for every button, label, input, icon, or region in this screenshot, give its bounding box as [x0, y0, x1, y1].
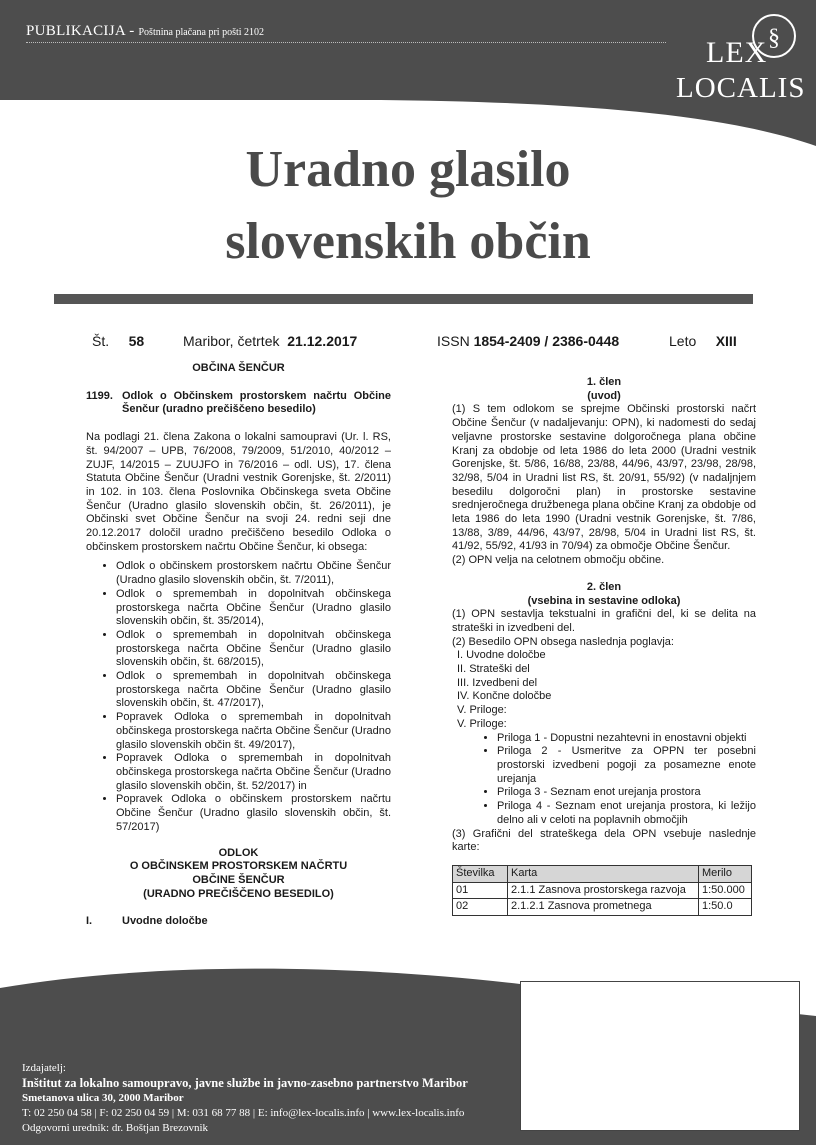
journal-title-line1: Uradno glasilo: [245, 141, 571, 198]
odlok-heading: [86, 847, 391, 902]
table-header-row: [453, 865, 752, 882]
annex-item: • Priloga 4 - Seznam enot urejanja prostora, ki ležijo delno ali v celoti na poplavnih območjih: [497, 800, 756, 827]
article1-subtitle: (uvod): [587, 389, 621, 402]
section-heading: [86, 915, 391, 929]
publisher-label: Izdajatelj:: [22, 1062, 66, 1074]
annex-item: • Priloga 2 - Usmeritve za OPPN ter posebni prostorski izvedbeni pogoji za posamezne enote urejanja: [497, 745, 756, 786]
left-column: [86, 362, 391, 929]
article2-title: 2. člen: [586, 580, 622, 593]
issue-number-value: 58: [128, 333, 145, 349]
chapter-item: III. Izvedbeni del: [457, 676, 538, 689]
odlok-heading-line4: (URADNO PREČIŠČENO BESEDILO): [143, 887, 334, 900]
table-cell: 1:50.000: [699, 882, 752, 899]
article2-subtitle: (vsebina in sestavine odloka): [527, 594, 681, 607]
issue-place: Maribor, četrtek: [183, 333, 280, 349]
list-item: • Odlok o spremembah in dopolnitvah občinskega prostorskega načrta Občine Šenčur (Uradno glasilo slovenskih občin, št. 35/2014),: [116, 588, 391, 629]
publisher-address: Smetanova ulica 30, 2000 Maribor: [22, 1092, 184, 1104]
right-column: [452, 376, 756, 916]
lex-localis-logo: [676, 12, 806, 104]
issn-label: ISSN: [437, 333, 470, 349]
section-number: I.: [86, 915, 93, 928]
act-number: 1199.: [86, 389, 113, 402]
postage-note: Poštnina plačana pri pošti 2102: [138, 27, 265, 38]
year: [669, 333, 737, 349]
article1-paragraph1: (1) S tem odlokom se sprejme Občinski prostorski načrt Občine Šenčur (v nadaljevanju: OPN), ki nadomesti do sedaj veljavne prostorske sestavine dolgoročnega plana občine Kranj za obdobje od leta 1986 do leta 2000 (Uradni vestnik Gorenjske, št. 5/86, 16/88, 23/88, 44/96, 43/97, 23/98, 28/98, 32/98, 5/04 in Uradni list RS, št. 20/91, 55/92) (v nadaljnjem besedilu dolgoročni plan) in prostorske sestavine srednjeročnega družbenega plana občine Kranj za obdobje od leta 1986 do leta 1990 (Uradni vestnik Gorenjske, št. 7/86, 13/88, 3/89, 44/96, 43/97, 28/98, 5/04 in Uradni list RS, št. 41/92, 55/92, 41/93 in 70/94) za območje Občine Šenčur.: [452, 403, 756, 553]
municipality-heading: OBČINA ŠENČUR: [192, 362, 285, 374]
intro-paragraph: Na podlagi 21. člena Zakona o lokalni samoupravi (Ur. l. RS, št. 94/2007 – UPB, 76/2008, 79/2009, 51/2010, 40/2012 – ZUJF, 14/2015 – ZUUJFO in 76/2016 – odl. US), 17. člena Statuta Občine Šenčur (Uradni vestnik Gorenjske, št. 2/2011) in 102. in 103. člena Poslovnika Občinskega sveta Občine Šenčur (Uradno glasilo slovenskih občin, št. 26/2011), je Občinski svet Občine Šenčur na svoji 24. redni seji dne 20.12.2017 določil uradno prečiščeno besedilo Odloka o občinskem prostorskem načrtu Občine Šenčur, ki obsega:: [86, 431, 391, 553]
address-label-box: [520, 981, 800, 1131]
odlok-heading-line2: O OBČINSKEM PROSTORSKEM NAČRTU: [129, 860, 348, 873]
table-header-cell: Številka: [453, 865, 508, 882]
issue-date-value: 21.12.2017: [287, 333, 358, 349]
section-title: Uvodne določbe: [122, 915, 208, 928]
journal-title-line2: slovenskih občin: [225, 213, 591, 270]
annex-item: • Priloga 1 - Dopustni nezahtevni in enostavni objekti: [497, 732, 756, 746]
list-item: • Odlok o spremembah in dopolnitvah občinskega prostorskega načrta Občine Šenčur (Uradno glasilo slovenskih občin, št. 68/2015),: [116, 629, 391, 670]
odlok-heading-line1: ODLOK: [218, 846, 259, 859]
odlok-heading-line3: OBČINE ŠENČUR: [192, 873, 285, 886]
act-heading: [86, 390, 391, 417]
list-item: • Popravek Odloka o spremembah in dopolnitvah občinskega prostorskega načrta Občine Šenčur (Uradno glasilo slovenskih občin št. 49/2017),: [116, 711, 391, 752]
publisher-contacts: T: 02 250 04 58 | F: 02 250 04 59 | M: 031 68 77 88 | E: info@lex-localis.info | www.lex-localis.info: [22, 1107, 465, 1119]
publisher-name: Inštitut za lokalno samoupravo, javne službe in javno-zasebno partnerstvo Maribor: [22, 1076, 468, 1090]
publisher-info: [22, 1061, 468, 1136]
table-row: [453, 882, 752, 899]
table-header-cell: Karta: [508, 865, 699, 882]
chapter-item: V. Priloge:: [457, 717, 507, 730]
issn: [437, 333, 619, 349]
table-header-cell: Merilo: [699, 865, 752, 882]
table-cell: 2.1.2.1 Zasnova prometnega: [508, 899, 699, 916]
maps-table: [452, 865, 752, 916]
publication-line: [26, 22, 264, 40]
article2-paragraph1: (1) OPN sestavlja tekstualni in grafični del, ki se delita na strateški in izvedbeni del.: [452, 608, 756, 634]
source-acts-list: [86, 560, 391, 834]
table-cell: 02: [453, 899, 508, 916]
chapter-item: IV. Končne določbe: [457, 690, 552, 703]
annex-item: • Priloga 3 - Seznam enot urejanja prostora: [497, 786, 756, 800]
list-item: • Odlok o občinskem prostorskem načrtu Občine Šenčur (Uradno glasilo slovenskih občin, št. 7/2011),: [116, 560, 391, 587]
issue-date: [183, 333, 357, 349]
issue-number-label: Št.: [92, 333, 110, 349]
year-label: Leto: [669, 333, 697, 349]
chapter-item: I. Uvodne določbe: [457, 649, 546, 662]
chapters-list: [452, 649, 756, 731]
issn-value: 1854-2409 / 2386-0448: [473, 333, 620, 349]
act-title: Odlok o Občinskem prostorskem načrtu Občine Šenčur (uradno prečiščeno besedilo): [122, 389, 391, 416]
chapter-item: V. Priloge:: [457, 704, 507, 717]
logo-lex: LEX: [706, 36, 768, 69]
issue-number: [92, 333, 144, 349]
annexes-list: [452, 732, 756, 828]
publication-label: PUBLIKACIJA -: [26, 23, 135, 39]
table-row: [453, 899, 752, 916]
article2-paragraph2: (2) Besedilo OPN obsega naslednja poglavja:: [452, 635, 674, 648]
dotted-divider: [26, 42, 666, 43]
table-cell: 01: [453, 882, 508, 899]
table-cell: 1:50.0: [699, 899, 752, 916]
list-item: • Popravek Odloka o spremembah in dopolnitvah občinskega prostorskega načrta Občine Šenčur (Uradno glasilo slovenskih občin, št. 52/2017) in: [116, 752, 391, 793]
table-cell: 2.1.1 Zasnova prostorskega razvoja: [508, 882, 699, 899]
responsible-editor: Odgovorni urednik: dr. Boštjan Brezovnik: [22, 1122, 209, 1134]
paragraph-symbol-icon: §: [752, 14, 796, 58]
list-item: • Popravek Odloka o občinskem prostorskem načrtu Občine Šenčur (Uradno glasilo slovenskih občin, št. 57/2017): [116, 793, 391, 834]
title-rule: [54, 294, 753, 304]
chapter-item: II. Strateški del: [457, 663, 530, 676]
article2-paragraph3: (3) Grafični del strateškega dela OPN vsebuje naslednje karte:: [452, 827, 756, 854]
logo-localis: LOCALIS: [676, 72, 806, 104]
list-item: • Odlok o spremembah in dopolnitvah občinskega prostorskega načrta Občine Šenčur (Uradno glasilo slovenskih občin, št. 47/2017),: [116, 670, 391, 711]
year-value: XIII: [715, 333, 737, 349]
article1-paragraph2: (2) OPN velja na celotnem območju občine.: [452, 554, 665, 567]
article1-title: 1. člen: [586, 376, 622, 388]
